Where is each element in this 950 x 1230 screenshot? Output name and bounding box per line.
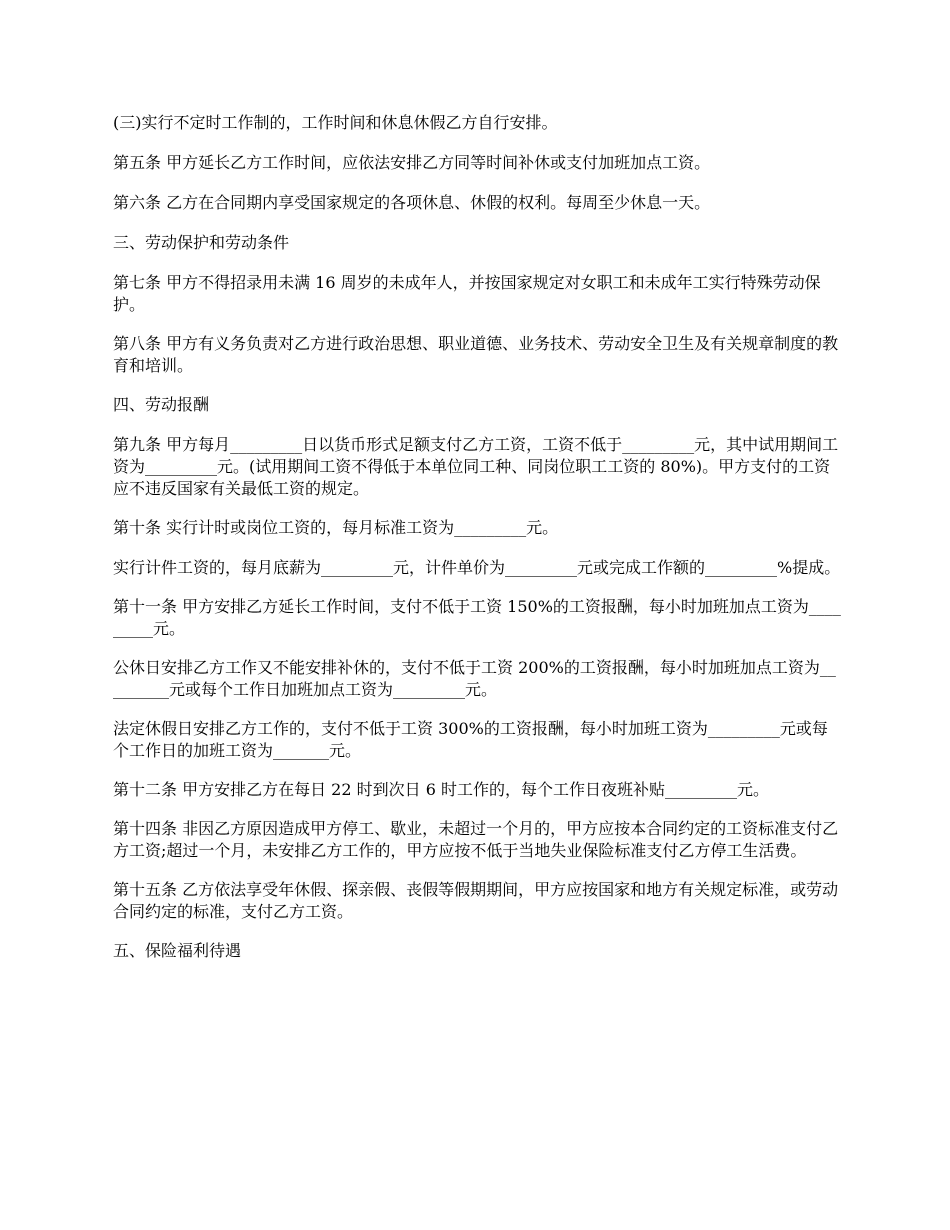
paragraph-article-5: 第五条 甲方延长乙方工作时间，应依法安排乙方同等时间补休或支付加班加点工资。 (113, 153, 711, 172)
paragraph-article-7: 第七条 甲方不得招录用未满 16 周岁的未成年人，并按国家规定对女职工和未成年工实行特殊劳动保护。 (113, 273, 821, 314)
document-body (113, 112, 841, 980)
paragraph-article-14: 第十四条 非因乙方原因造成甲方停工、歇业，未超过一个月的，甲方应按本合同约定的工资标准支付乙方工资;超过一个月，未安排乙方工作的，甲方应按不低于当地失业保险标准支付乙方停工生活费。 (113, 819, 839, 860)
paragraph-piece-rate: 实行计件工资的，每月底薪为_________元，计件单价为_________元或完成工作额的_________%提成。 (113, 558, 841, 577)
paragraph-holiday-overtime: 法定休假日安排乙方工作的，支付不低于工资 300%的工资报酬，每小时加班工资为_________元或每个工作日的加班工资为_______元。 (113, 719, 828, 760)
paragraph-article-8: 第八条 甲方有义务负责对乙方进行政治思想、职业道德、业务技术、劳动安全卫生及有关规章制度的教育和培训。 (113, 334, 839, 375)
paragraph-article-6: 第六条 乙方在合同期内享受国家规定的各项休息、休假的权利。每周至少休息一天。 (113, 193, 711, 212)
section-heading-insurance-welfare: 五、保险福利待遇 (113, 941, 242, 960)
paragraph-rest-day-overtime: 公休日安排乙方工作又不能安排补休的，支付不低于工资 200%的工资报酬，每小时加班加点工资为_________元或每个工作日加班加点工资为_________元。 (113, 658, 836, 699)
paragraph-flexible-hours: (三)实行不定时工作制的，工作时间和休息休假乙方自行安排。 (113, 113, 558, 132)
paragraph-article-15: 第十五条 乙方依法享受年休假、探亲假、丧假等假期期间，甲方应按国家和地方有关规定标准，或劳动合同约定的标准，支付乙方工资。 (113, 880, 839, 921)
paragraph-article-11: 第十一条 甲方安排乙方延长工作时间，支付不低于工资 150%的工资报酬，每小时加班加点工资为_________元。 (113, 597, 841, 638)
paragraph-article-12: 第十二条 甲方安排乙方在每日 22 时到次日 6 时工作的，每个工作日夜班补贴_________元。 (113, 780, 769, 799)
section-heading-remuneration: 四、劳动报酬 (113, 395, 210, 414)
section-heading-labor-protection: 三、劳动保护和劳动条件 (113, 233, 290, 252)
paragraph-article-9: 第九条 甲方每月_________日以货币形式足额支付乙方工资，工资不低于_________元，其中试用期间工资为_________元。(试用期间工资不得低于本单位同工种、同岗位职工工资的 80%)。甲方支付的工资应不违反国家有关最低工资的规定。 (113, 435, 839, 498)
paragraph-article-10: 第十条 实行计时或岗位工资的，每月标准工资为_________元。 (113, 518, 559, 537)
